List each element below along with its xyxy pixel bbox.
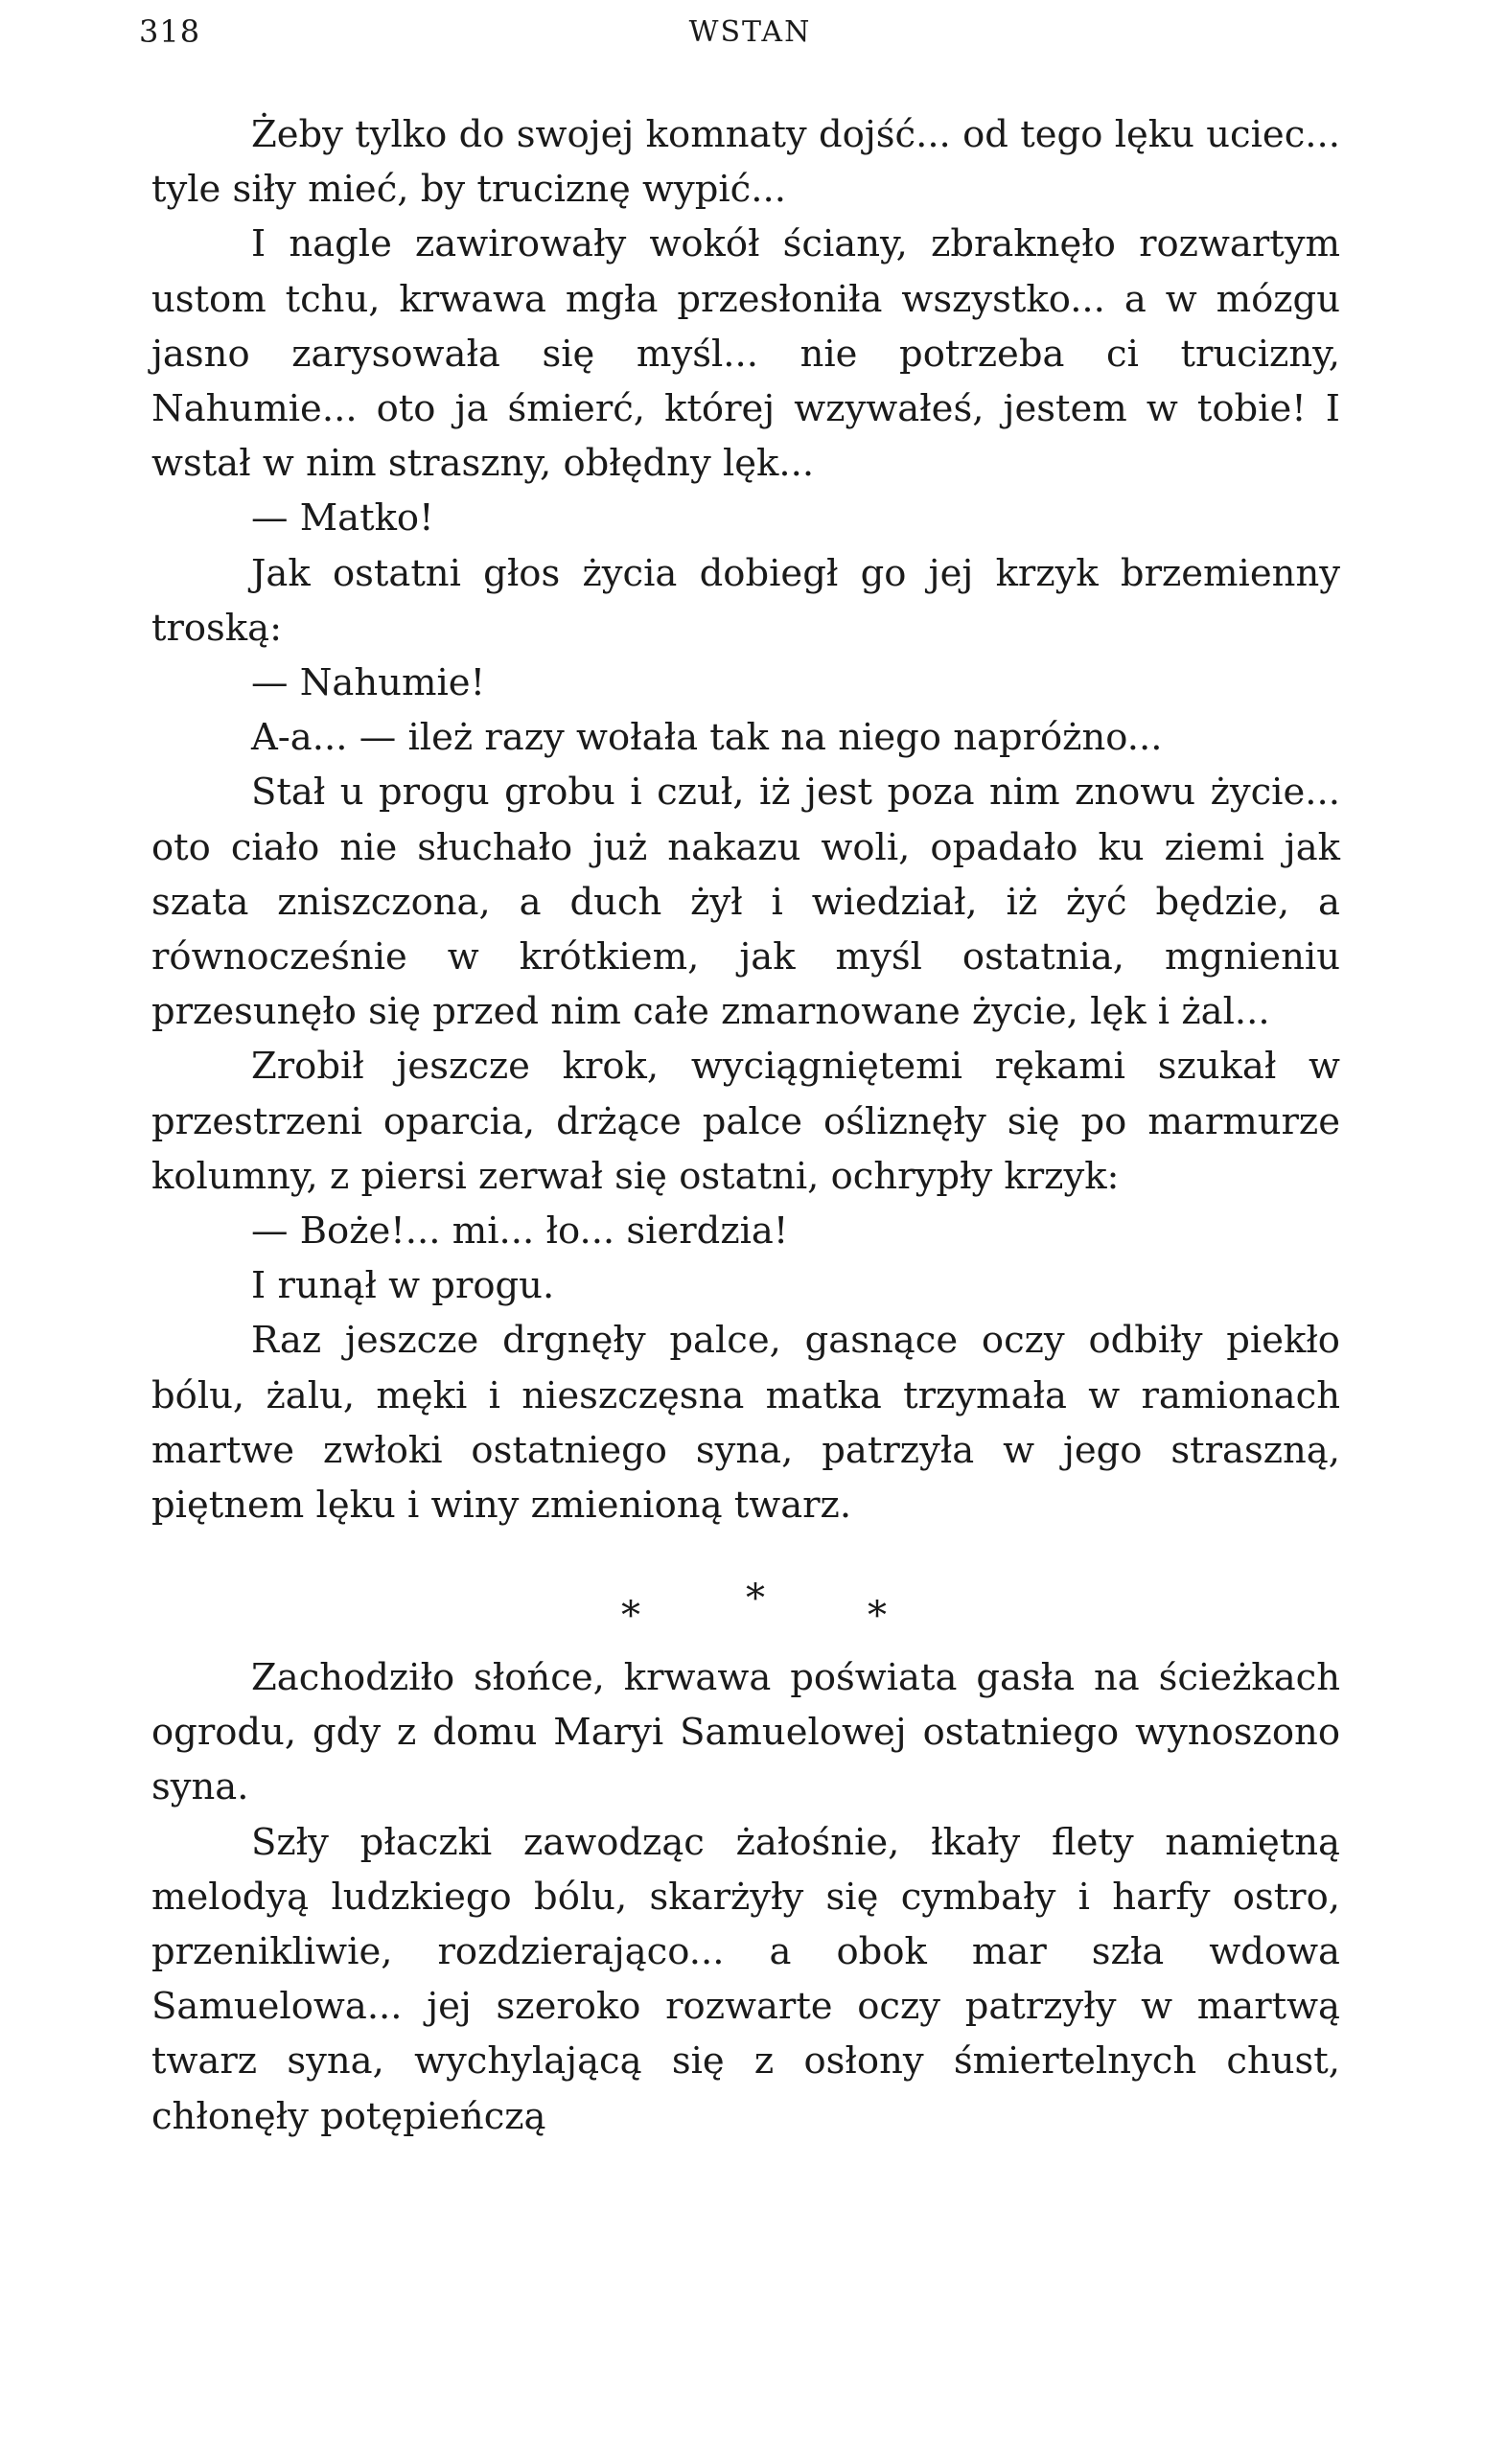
separator-asterisk: *: [868, 1594, 887, 1638]
paragraph: Jak ostatni głos życia dobiegł go jej krzyk brzemienny troską:: [151, 551, 1340, 650]
paragraph: Szły płaczki zawodząc żałośnie, łkały flety namiętną melodyą ludzkiego bólu, skarżyły się cymbały i harfy ostro, przenikliwie, rozdzierająco... a obok mar szła wdowa Samuelowa... jej szeroko rozwarte oczy patrzyły w martwą twarz syna, wychylającą się z osłony śmiertelnych chust, chłonęły potępieńczą: [151, 1820, 1340, 2138]
section-separator: [0, 1577, 1506, 1638]
dialog-line: — Boże!... mi... ło... sierdzia!: [251, 1209, 789, 1254]
page-number: 318: [139, 13, 201, 50]
page-header: [139, 13, 1361, 61]
paragraph: Zrobił jeszcze krok, wyciągniętemi rękami szukał w przestrzeni oparcia, drżące palce ośliznęły się po marmurze kolumny, z piersi zerwał się ostatni, ochrypły krzyk:: [151, 1045, 1340, 1198]
paragraph: Raz jeszcze drgnęły palce, gasnące oczy odbiły piekło bólu, żalu, męki i nieszczęsna matka trzymała w ramionach martwe zwłoki ostatniego syna, patrzyła w jego straszną, piętnem lęku i winy zmienioną twarz.: [151, 1319, 1340, 1528]
dialog-line: — Nahumie!: [251, 661, 486, 705]
running-title: WSTAN: [688, 15, 812, 49]
paragraph: A-a... — ileż razy wołała tak na niego napróżno...: [251, 716, 1163, 760]
paragraph: Stał u progu grobu i czuł, iż jest poza nim znowu życie... oto ciało nie słuchało już nakazu woli, opadało ku ziemi jak szata zniszczona, a duch żył i wiedział, iż żyć będzie, a równocześnie w krótkiem, jak myśl ostatnia, mgnieniu przesunęło się przed nim całe zmarnowane życie, lęk i żal...: [151, 771, 1340, 1034]
text-block-after-separator: [151, 1650, 1340, 2144]
separator-asterisk: *: [746, 1577, 765, 1621]
paragraph: Zachodziło słońce, krwawa poświata gasła na ścieżkach ogrodu, gdy z domu Maryi Samuelowej ostatniego wynoszono syna.: [151, 1656, 1340, 1809]
dialog-line: — Matko!: [251, 496, 434, 541]
separator-asterisk: *: [621, 1594, 640, 1638]
text-block-before-separator: [151, 107, 1340, 1532]
paragraph: Żeby tylko do swojej komnaty dojść... od tego lęku uciec... tyle siły mieć, by truciznę wypić...: [151, 113, 1340, 212]
paragraph: I runął w progu.: [251, 1264, 555, 1308]
paragraph: I nagle zawirowały wokół ściany, zbraknęło rozwartym ustom tchu, krwawa mgła przesłoniła wszystko... a w mózgu jasno zarysowała się myśl... nie potrzeba ci trucizny, Nahumie... oto ja śmierć, której wzywałeś, jestem w tobie! I wstał w nim straszny, obłędny lęk...: [151, 222, 1340, 486]
